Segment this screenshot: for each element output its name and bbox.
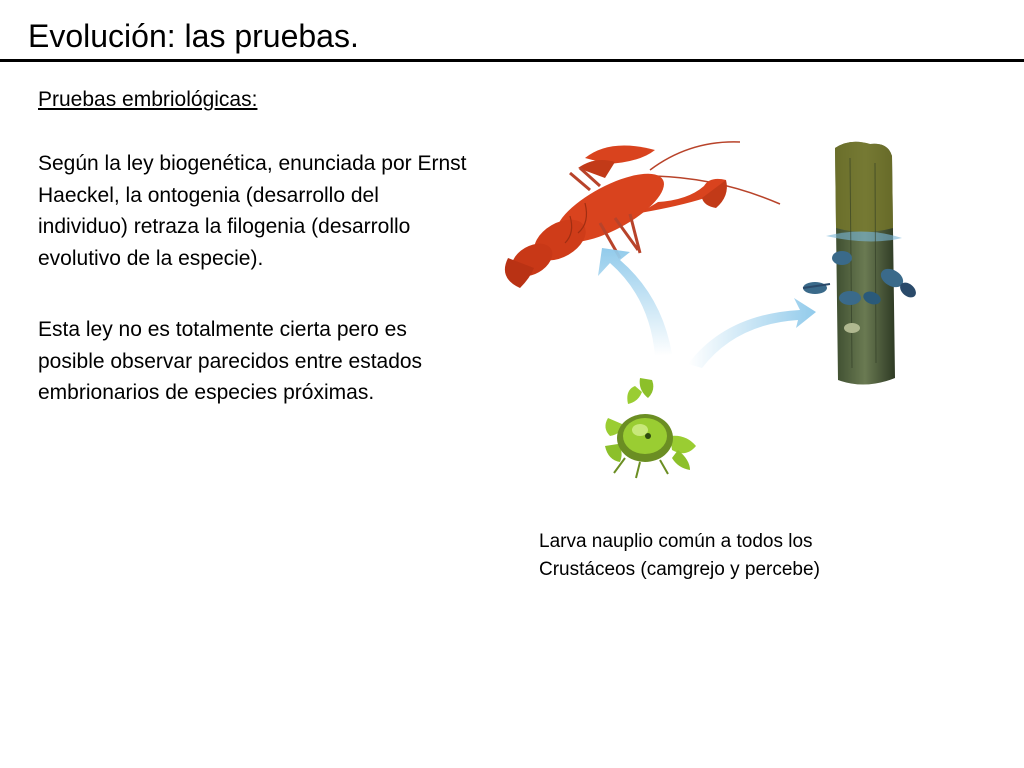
paragraph-embryo-similarity: Esta ley no es totalmente cierta pero es posible observar parecidos entre estados embrionarios de especies próximas. [38, 318, 423, 404]
caption-line-2: Crustáceos (camgrejo y percebe) [539, 559, 820, 580]
title-divider [0, 59, 1024, 62]
caption-line-1: Larva nauplio común a todos los [539, 531, 813, 552]
slide-title: Evolución: las pruebas. [28, 18, 359, 54]
nauplius-illustration [490, 128, 940, 508]
larva-icon [605, 378, 696, 478]
arrow-icon [598, 248, 672, 356]
barnacle-post-icon [803, 142, 919, 385]
section-heading: Pruebas embriológicas: [38, 88, 258, 111]
arrow-icon [688, 298, 816, 368]
figure-caption [539, 528, 820, 584]
paragraph-haeckel-law: Según la ley biogenética, enunciada por Ernst Haeckel, la ontogenia (desarrollo del individuo) retraza la filogenia (desarrollo evolutivo de la especie). [38, 152, 467, 270]
crayfish-icon [505, 142, 780, 288]
